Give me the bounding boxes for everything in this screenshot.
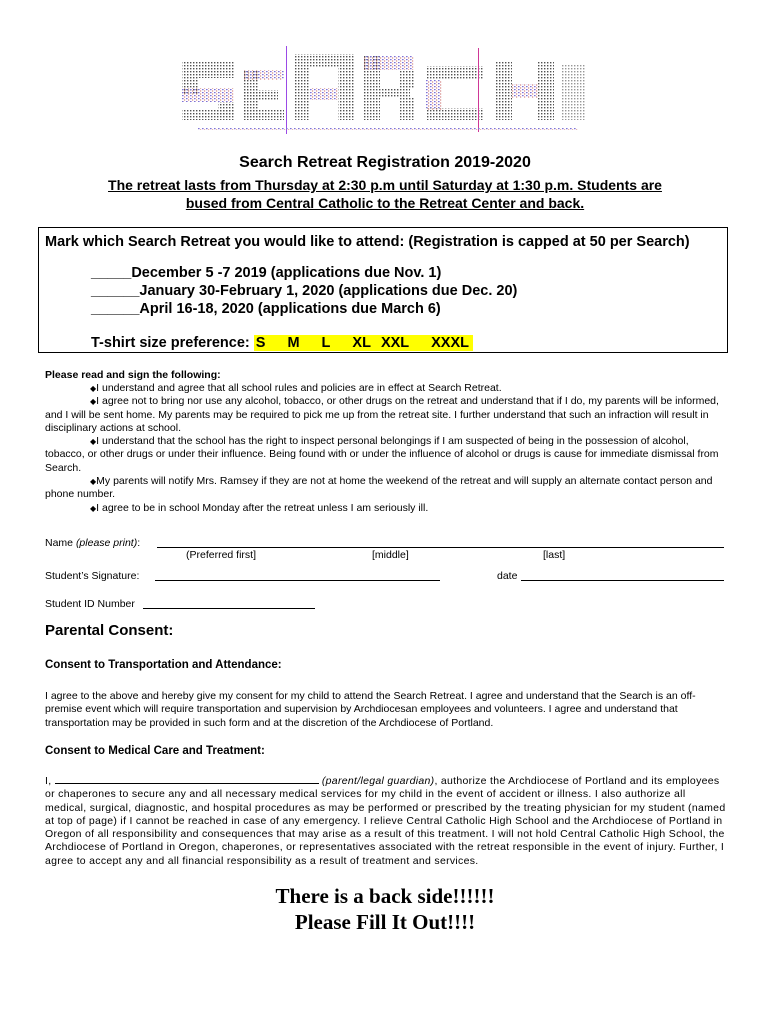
tshirt-size-xxxl[interactable]: XXXL [431, 335, 470, 351]
rule-item: ◆My parents will notify Mrs. Ramsey if they are not at home the weekend of the retreat and will supply an alternate contact person and phone number. [45, 475, 713, 501]
medical-consent-text: I, (parent/legal guardian), authorize the Archdiocese of Portland and its employees or chaperones to secure any and all necessary medical services for my child in the event of accident or illness. I also authorize all medical, surgical, diagnostic, and hospital procedures as may be performed or prescribed by the treating physician for my student (named at top of page) if I cannot be reached in case of any emergency. I relieve Central Catholic High School and the Archdiocese of Portland in Oregon of all responsibility and consequences that may arise as a result of this treatment. I will not hold Central Catholic High School, the Archdiocese of Portland in Oregon, chaperones, or representatives associated with the retreat responsible in the event of injury. Further, I agree to accept any and all financial responsibility as a result of treatment and services. [45, 775, 726, 867]
diamond-bullet-icon: ◆ [90, 503, 97, 513]
tshirt-size-l[interactable]: L [321, 335, 331, 351]
tshirt-size-label: T-shirt size preference: [91, 335, 254, 351]
subtitle-line-1: The retreat lasts from Thursday at 2:30 p.m until Saturday at 1:30 p.m. Students are [108, 177, 662, 193]
medical-consent-heading: Consent to Medical Care and Treatment: [45, 745, 265, 757]
transport-consent-heading: Consent to Transportation and Attendance: [45, 659, 282, 671]
name-sub-first: (Preferred first] [186, 549, 257, 561]
form-title: Search Retreat Registration 2019-2020 [239, 154, 531, 171]
rule-item: ◆I agree to be in school Monday after the retreat unless I am seriously ill. [90, 501, 429, 514]
retreat-selection-heading: Mark which Search Retreat you would like to attend: (Registration is capped at 50 per Search) [45, 234, 690, 250]
date-label: date [497, 570, 518, 582]
agreement-rules [45, 382, 720, 515]
agreement-heading: Please read and sign the following: [45, 369, 221, 381]
signature-label: Student’s Signature: [45, 570, 140, 582]
transport-consent-text: I agree to the above and hereby give my consent for my child to attend the Search Retreat. I agree and understand that the Search is an off-premise event which will require transportation and supervision by Archdiocesan employees and volunteers. I agree and understand that transportation may be provided in such form and at the discretion of the Archdiocese of Portland. [45, 690, 696, 729]
tshirt-size-options [254, 335, 473, 351]
search-logo [178, 44, 594, 136]
back-side-notice: There is a back side!!!!!! [275, 884, 495, 908]
student-id-input[interactable] [143, 597, 315, 609]
tshirt-size-m[interactable]: M [287, 335, 300, 351]
rule-item: ◆I understand that the school has the right to inspect personal belongings if I am suspected of being in the possession of alcohol, tobacco, or other drugs or under their influence. Being found with or under the influence of alcohol or drugs is cause for immediate dismissal from Search. [45, 435, 719, 474]
parental-consent-heading: Parental Consent: [45, 622, 174, 639]
date-input[interactable] [521, 569, 724, 581]
tshirt-size-row [91, 335, 473, 351]
retreat-option-april[interactable]: ______April 16-18, 2020 (applications due March 6) [91, 301, 441, 317]
retreat-selection-box [38, 227, 728, 353]
form-subtitle [60, 176, 710, 212]
rule-item: ◆I agree not to bring nor use any alcohol, tobacco, or other drugs on the retreat and understand that if I do, my parents will be informed, and I will be sent home. My parents may be required to pick me up from the retreat site. I further understand that such an infraction will result in disciplinary actions at school. [45, 395, 719, 434]
signature-input[interactable] [155, 569, 440, 581]
tshirt-size-xl[interactable]: XL [352, 335, 371, 351]
tshirt-size-s[interactable]: S [255, 335, 266, 351]
subtitle-line-2: bused from Central Catholic to the Retreat Center and back. [185, 195, 585, 211]
diamond-bullet-icon: ◆ [90, 397, 97, 407]
name-label: Name (please print): [45, 537, 141, 549]
name-input[interactable] [157, 536, 724, 548]
name-sub-middle: [middle] [372, 549, 409, 561]
diamond-bullet-icon: ◆ [90, 384, 97, 393]
diamond-bullet-icon: ◆ [90, 477, 97, 487]
tshirt-size-xxl[interactable]: XXL [380, 335, 410, 351]
diamond-bullet-icon: ◆ [90, 437, 97, 447]
retreat-option-january[interactable]: ______January 30-February 1, 2020 (applications due Dec. 20) [91, 283, 518, 299]
rule-item: ◆I understand and agree that all school rules and policies are in effect at Search Retreat. [90, 382, 502, 394]
student-id-label: Student ID Number [45, 598, 135, 610]
name-sub-last: [last] [543, 549, 566, 561]
fill-out-notice: Please Fill It Out!!!! [294, 910, 476, 934]
guardian-name-input[interactable] [55, 773, 319, 784]
retreat-option-december[interactable]: _____December 5 -7 2019 (applications due Nov. 1) [91, 265, 442, 281]
